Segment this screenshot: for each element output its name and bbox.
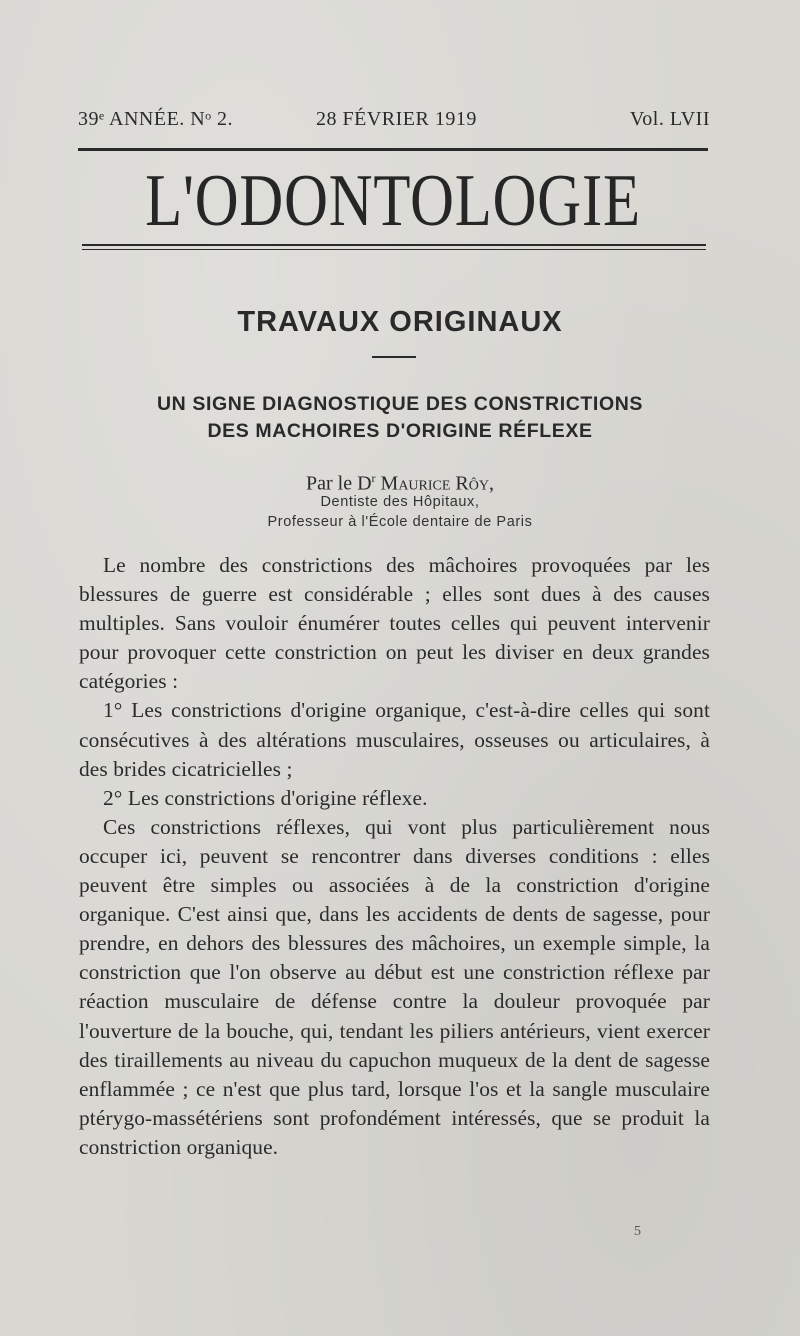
article-title-line-2: DES MACHOIRES D'ORIGINE RÉFLEXE: [207, 420, 593, 442]
section-title: TRAVAUX ORIGINAUX: [237, 306, 563, 338]
page-number: 5: [634, 1224, 641, 1239]
article-title: [40, 391, 760, 445]
byline-superscript: r: [371, 471, 376, 485]
volume-number: Vol. LVII: [629, 108, 710, 130]
paragraph: 2° Les constrictions d'origine réflexe.: [103, 785, 428, 810]
paragraph: Le nombre des constrictions des mâchoires provoquées par les blessures de guerre est considérable ; elles sont dues à des causes multiples. Sans vouloir énumérer toutes celles qui peuvent intervenir pour provoquer cette constriction on peut les diviser en deux grandes catégories :: [79, 553, 710, 694]
journal-title: L'ODONTOLOGIE: [145, 160, 641, 242]
section-divider: [372, 356, 416, 358]
article-title-line-1: UN SIGNE DIAGNOSTIQUE DES CONSTRICTIONS: [156, 393, 644, 415]
author-affiliation-1: Dentiste des Hôpitaux,: [320, 494, 480, 510]
issue-number: 39ᵉ ANNÉE. Nᵒ 2.: [78, 108, 233, 130]
byline: [0, 465, 800, 497]
author-name: Maurice Rôy,: [380, 472, 494, 495]
paragraph: Ces constrictions réflexes, qui vont plus particulièrement nous occuper ici, peuvent se rencontrer dans diverses conditions : elles peuvent être simples ou associées à de la constriction d'origine organique. C'est ainsi que, dans les accidents de dents de sagesse, pour prendre, en dehors des blessures des mâchoires, un exemple simple, la constriction que l'on observe au début est une constriction réflexe par réaction musculaire de défense contre la douleur provoquée par l'ouverture de la bouche, qui, tendant les piliers antérieurs, vient exercer des tiraillements au niveau du capuchon muqueux de la dent de sagesse enflammée ; ce n'est que plus tard, lorsque l'os et la sangle musculaire ptérygo-massétériens sont profondément intéressés, que se produit la constriction organique.: [79, 814, 710, 1159]
issue-date: 28 FÉVRIER 1919: [316, 108, 477, 130]
header-rule-bottom: [82, 244, 706, 250]
article-body: [79, 551, 710, 1162]
header-rule-top: [78, 148, 708, 151]
paragraph: 1° Les constrictions d'origine organique, c'est-à-dire celles qui sont consécutives à des altérations musculaires, osseuses ou articulaires, à des brides cicatricielles ;: [79, 698, 710, 781]
author-affiliation-2: Professeur à l'École dentaire de Paris: [267, 514, 533, 530]
byline-prefix: Par le D: [305, 472, 372, 495]
running-header: [78, 108, 710, 138]
